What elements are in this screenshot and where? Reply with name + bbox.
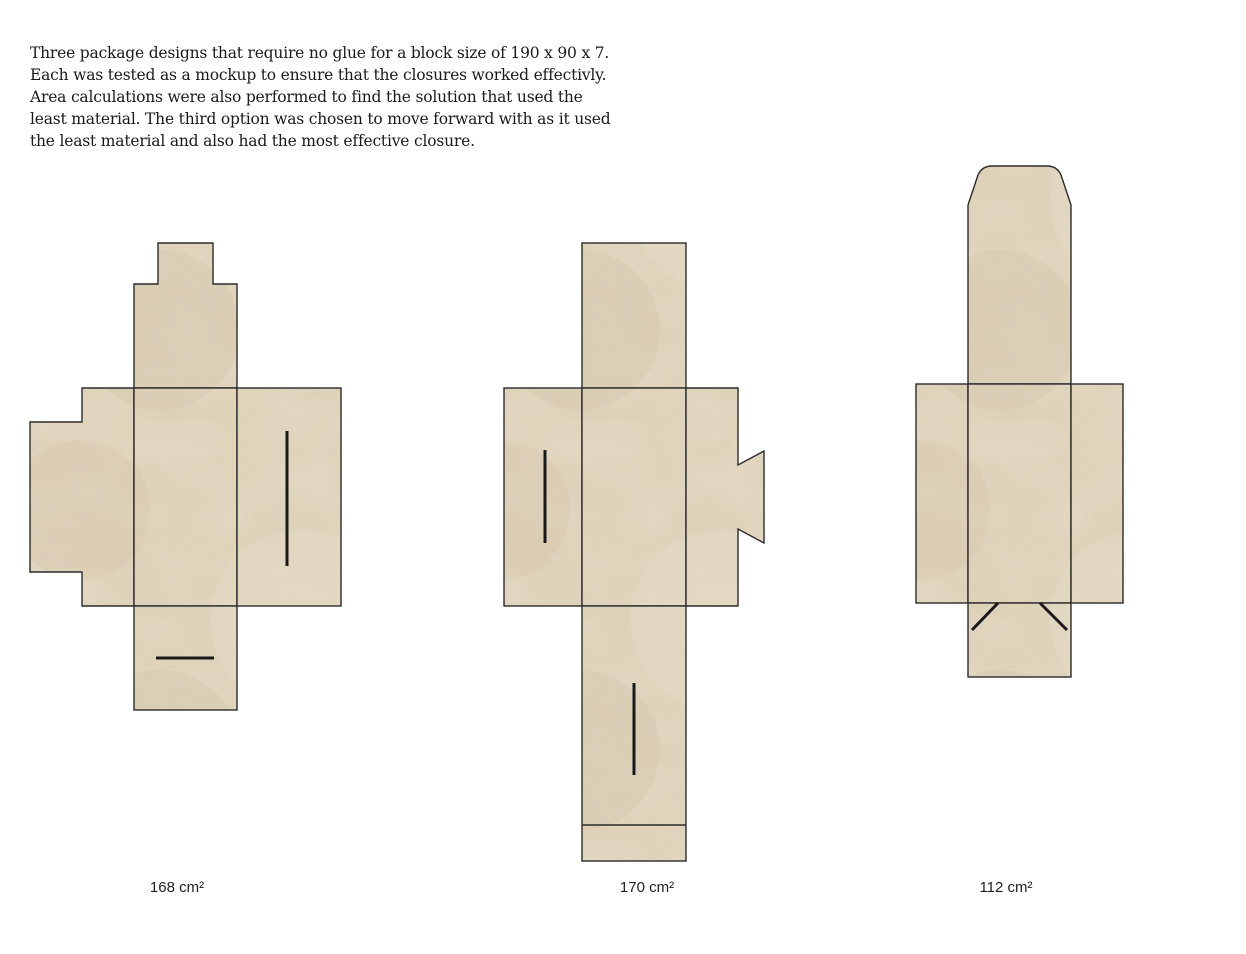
description-line: the least material and also had the most effective closure. [30,132,475,150]
design-1-front-panel [134,388,237,606]
design-2-right-tab-flap [686,388,764,606]
design-2-dieline [504,243,764,861]
design-3-bottom-flap [968,603,1071,677]
design-2-left-flap [504,388,582,606]
design-3-area-label: 112 cm² [979,879,1033,896]
description-line: Area calculations were also performed to find the solution that used the [30,88,583,106]
description-line: Each was tested as a mockup to ensure that the closures worked effectivly. [30,66,607,84]
design-1-right-flap [237,388,341,606]
description-line: Three package designs that require no glue for a block size of 190 x 90 x 7. [30,44,610,62]
design-1-top-tab [134,243,237,388]
design-3-dieline [916,166,1123,677]
design-2-top-panel [582,243,686,388]
design-2-area-label: 170 cm² [619,879,675,896]
design-1-area-label: 168 cm² [149,879,205,896]
design-3-right-flap [1071,384,1123,603]
design-3-top-tuck-flap [968,166,1071,384]
design-2-front-panel [582,388,686,606]
design-3-left-flap [916,384,968,603]
design-1-dieline [30,243,341,710]
description-line: least material. The third option was chosen to move forward with as it used [30,110,611,128]
design-1-left-flap [30,388,134,606]
design-3-front-panel [968,384,1071,603]
